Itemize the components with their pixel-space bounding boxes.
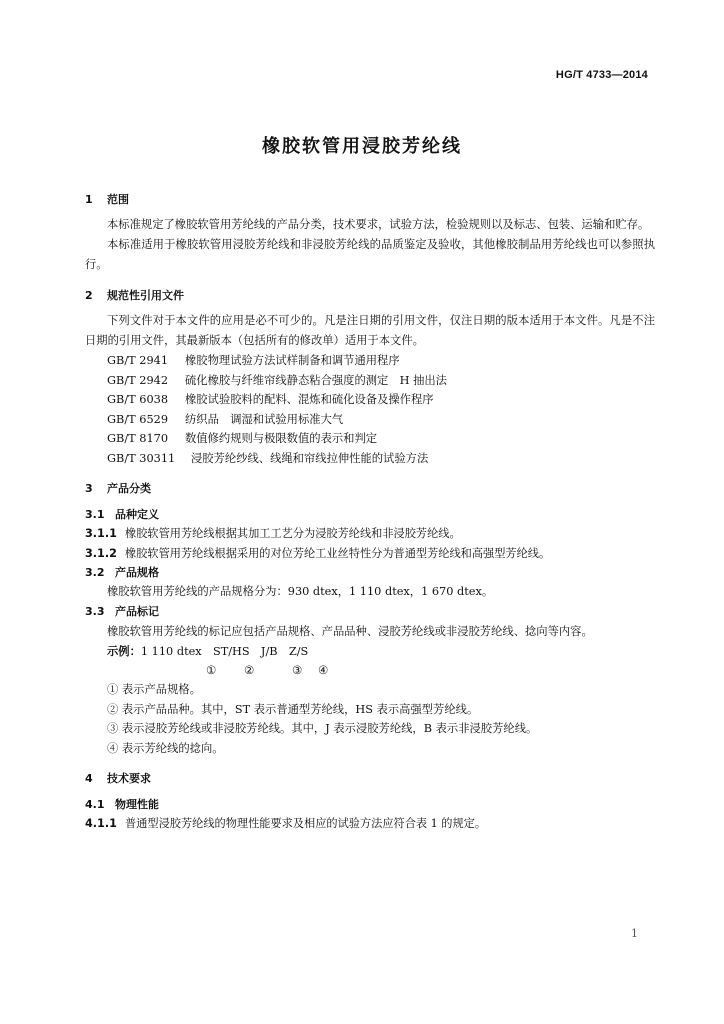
clause-text: 橡胶软管用芳纶线根据其加工工艺分为浸胶芳纶线和非浸胶芳纶线。 <box>125 527 461 540</box>
reference-code: GB/T 30311 <box>107 451 176 465</box>
reference-item <box>85 410 655 430</box>
clause-4-1-1 <box>85 814 655 834</box>
section-heading-4 <box>85 770 655 786</box>
example-note: ① 表示产品规格。 <box>107 683 201 696</box>
example-note: ③ 表示浸胶芳纶线或非浸胶芳纶线。其中，J 表示浸胶芳纶线，B 表示非浸胶芳纶线。 <box>107 722 538 735</box>
reference-code: GB/T 6529 <box>107 412 169 426</box>
subsection-heading-3-3 <box>85 602 655 622</box>
reference-title: 数值修约规则与极限数值的表示和判定 <box>185 432 378 445</box>
section-title: 规范性引用文件 <box>107 289 184 302</box>
reference-code: GB/T 2942 <box>107 373 169 387</box>
reference-code: GB/T 6038 <box>107 393 169 406</box>
reference-item <box>85 390 655 410</box>
marker: ① <box>206 664 217 677</box>
example-line <box>85 642 655 662</box>
section-title: 技术要求 <box>107 772 151 785</box>
paragraph: 橡胶软管用芳纶线的产品规格分为：930 dtex，1 110 dtex，1 670 dtex。 <box>107 585 494 598</box>
subsection-number: 3.2 <box>85 566 105 579</box>
marker: ④ <box>318 664 329 677</box>
reference-item <box>85 371 655 391</box>
example-value: 1 110 dtex ST/HS J/B Z/S <box>140 645 309 658</box>
example-note: ② 表示产品品种。其中，ST 表示普通型芳纶线，HS 表示高强型芳纶线。 <box>107 702 479 716</box>
example-label: 示例： <box>107 645 141 658</box>
section-title: 范围 <box>107 193 129 206</box>
section-number: 1 <box>85 193 93 206</box>
clause-number: 3.1.2 <box>85 547 117 560</box>
example-note: ④ 表示芳纶线的捻向。 <box>107 741 224 755</box>
paragraph: 橡胶软管用芳纶线的标记应包括产品规格、产品品种、浸胶芳纶线或非浸胶芳纶线、捻向等内容。 <box>107 625 593 638</box>
subsection-number: 3.1 <box>85 508 105 521</box>
paragraph: 下列文件对于本文件的应用是必不可少的。凡是注日期的引用文件，仅注日期的版本适用于本文件。凡是不注日期的引用文件，其最新版本（包括所有的修改单）适用于本文件。 <box>85 314 655 347</box>
paragraph: 本标准适用于橡胶软管用浸胶芳纶线和非浸胶芳纶线的品质鉴定及验收，其他橡胶制品用芳纶线也可以参照执行。 <box>85 238 655 271</box>
document-body <box>85 191 655 834</box>
reference-title: 硫化橡胶与纤维帘线静态粘合强度的测定 H 抽出法 <box>185 373 447 387</box>
reference-title: 橡胶物理试验方法试样制备和调节通用程序 <box>185 354 400 367</box>
reference-code: GB/T 8170 <box>107 432 169 445</box>
section-number: 3 <box>85 482 93 495</box>
section-heading-3 <box>85 480 655 496</box>
subsection-title: 产品标记 <box>115 605 159 618</box>
reference-title: 浸胶芳纶纱线、线绳和帘线拉伸性能的试验方法 <box>191 451 429 465</box>
marker: ② <box>244 664 255 677</box>
subsection-title: 品种定义 <box>115 508 159 521</box>
document-title: 橡胶软管用浸胶芳纶线 <box>262 136 462 157</box>
clause-text: 普通型浸胶芳纶线的物理性能要求及相应的试验方法应符合表 1 的规定。 <box>125 817 487 830</box>
reference-title: 纺织品 调湿和试验用标准大气 <box>185 412 344 426</box>
section-heading-1 <box>85 191 655 207</box>
marker: ③ <box>292 664 303 677</box>
subsection-heading-4-1 <box>85 796 655 814</box>
clause-number: 3.1.1 <box>85 527 117 540</box>
subsection-title: 物理性能 <box>115 798 159 811</box>
clause-3-1-2 <box>85 544 655 564</box>
paragraph: 本标准规定了橡胶软管用芳纶线的产品分类，技术要求，试验方法，检验规则以及标志、包装、运输和贮存。 <box>107 218 650 231</box>
subsection-number: 4.1 <box>85 798 105 811</box>
clause-text: 橡胶软管用芳纶线根据采用的对位芳纶工业丝特性分为普通型芳纶线和高强型芳纶线。 <box>125 547 551 560</box>
page-number: 1 <box>631 927 638 940</box>
subsection-heading-3-2 <box>85 564 655 582</box>
clause-3-1-1 <box>85 524 655 544</box>
reference-item <box>85 351 655 371</box>
clause-number: 4.1.1 <box>85 817 117 830</box>
reference-list <box>85 351 655 468</box>
section-heading-2 <box>85 287 655 303</box>
section-number: 4 <box>85 772 93 785</box>
subsection-title: 产品规格 <box>115 566 159 579</box>
subsection-number: 3.3 <box>85 605 105 618</box>
reference-title: 橡胶试验胶料的配料、混炼和硫化设备及操作程序 <box>185 393 434 406</box>
subsection-heading-3-1 <box>85 506 655 524</box>
reference-item <box>85 429 655 449</box>
reference-code: GB/T 2941 <box>107 354 169 367</box>
section-title: 产品分类 <box>107 482 151 495</box>
standard-number: HG/T 4733—2014 <box>555 69 648 81</box>
reference-item <box>85 449 655 469</box>
example-markers <box>85 662 655 680</box>
section-number: 2 <box>85 289 93 302</box>
